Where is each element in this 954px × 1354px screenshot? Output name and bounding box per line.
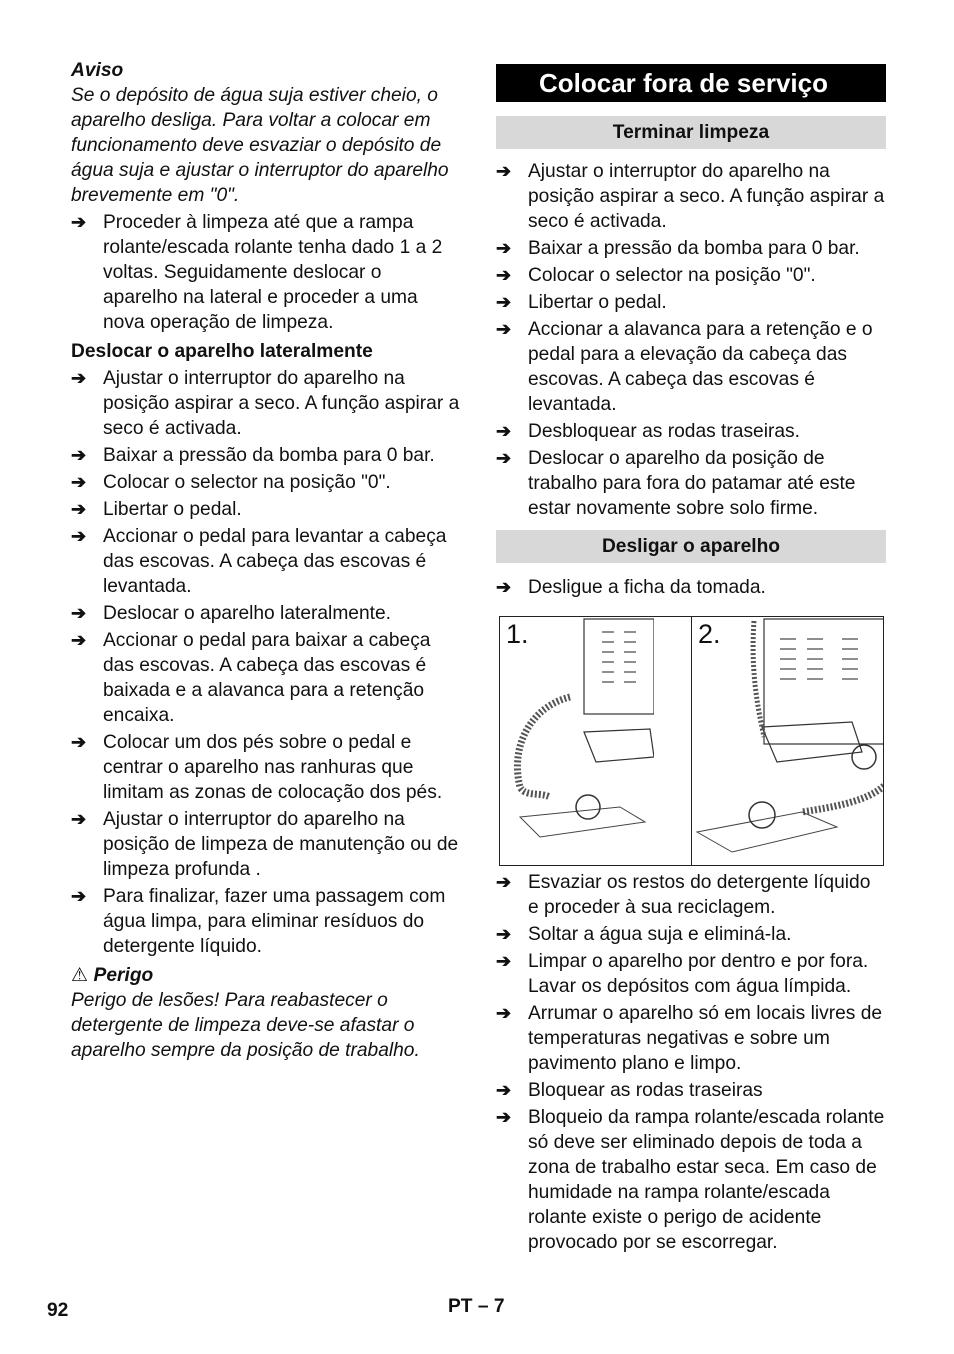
subsection-title-terminar-limpeza: Terminar limpeza xyxy=(496,116,886,149)
list-item xyxy=(71,497,461,522)
list-item-text: Deslocar o aparelho da posição de trabalho para fora do patamar até este estar novamente sobre solo firme. xyxy=(528,448,856,519)
perigo-title: Perigo xyxy=(93,965,154,986)
list-item-text: Deslocar o aparelho lateralmente. xyxy=(103,603,391,624)
list-item-text: Proceder à limpeza até que a rampa rolante/escada rolante tenha dado 1 a 2 voltas. Seguidamente deslocar o aparelho na lateral e proceder a uma nova operação de limpeza. xyxy=(103,212,443,333)
figure-panel-1 xyxy=(500,617,691,865)
figure-label: 2. xyxy=(698,619,721,649)
list-item xyxy=(496,949,886,999)
illustration-figure xyxy=(499,616,884,866)
list-item xyxy=(496,1105,886,1255)
list-item xyxy=(496,1001,886,1076)
list-item xyxy=(496,870,886,920)
list-item-text: Ajustar o interruptor do aparelho na posição de limpeza de manutenção ou de limpeza profunda . xyxy=(103,809,459,880)
arrow-icon: ➔ xyxy=(71,732,87,752)
arrow-icon: ➔ xyxy=(71,368,87,388)
aviso-text: Se o depósito de água suja estiver cheio, o aparelho desliga. Para voltar a colocar em funcionamento deve esvaziar o depósito de água suja e ajustar o interruptor do aparelho brevemente em "0". xyxy=(71,85,449,206)
arrow-icon: ➔ xyxy=(71,886,87,906)
list-item xyxy=(496,446,886,521)
list-item-text: Accionar o pedal para levantar a cabeça das escovas. A cabeça das escovas é levantada. xyxy=(103,526,447,597)
list-item-text: Colocar o selector na posição "0". xyxy=(528,265,816,286)
list-item xyxy=(496,236,886,261)
arrow-icon: ➔ xyxy=(496,1080,512,1100)
list-item xyxy=(71,730,461,805)
list-item-text: Baixar a pressão da bomba para 0 bar. xyxy=(103,445,435,466)
list-item-text: Bloqueio da rampa rolante/escada rolante só deve ser eliminado depois de toda a zona de trabalho estar seca. Em caso de humidade na rampa rolante/escada rolante existe o perigo de acidente provocado por se escorregar. xyxy=(528,1107,885,1253)
list-item-text: Bloquear as rodas traseiras xyxy=(528,1080,763,1101)
arrow-icon: ➔ xyxy=(496,421,512,441)
machine-illustration-2 xyxy=(692,617,883,865)
list-item-text: Colocar um dos pés sobre o pedal e centrar o aparelho nas ranhuras que limitam as zonas de colocação dos pés. xyxy=(103,732,443,803)
list-item-text: Desbloquear as rodas traseiras. xyxy=(528,421,800,442)
machine-illustration-1 xyxy=(500,617,654,865)
arrow-icon: ➔ xyxy=(71,445,87,465)
perigo-heading xyxy=(71,963,461,988)
subheading-move-laterally: Deslocar o aparelho lateralmente xyxy=(71,341,373,362)
right-column xyxy=(496,58,886,1255)
warning-triangle-icon: ⚠ xyxy=(71,965,89,986)
arrow-icon: ➔ xyxy=(496,1107,512,1127)
list-item-text: Colocar o selector na posição "0". xyxy=(103,472,391,493)
arrow-icon: ➔ xyxy=(496,319,512,339)
list-item xyxy=(496,922,886,947)
list-item-text: Accionar o pedal para baixar a cabeça das escovas. A cabeça das escovas é baixada e a alavanca para a retenção encaixa. xyxy=(103,630,431,726)
list-item xyxy=(71,210,461,335)
arrow-icon: ➔ xyxy=(496,238,512,258)
perigo-text: Perigo de lesões! Para reabastecer o detergente de limpeza deve-se afastar o aparelho sempre da posição de trabalho. xyxy=(71,990,420,1061)
arrow-icon: ➔ xyxy=(496,951,512,971)
arrow-icon: ➔ xyxy=(71,499,87,519)
list-item-text: Esvaziar os restos do detergente líquido e proceder à sua reciclagem. xyxy=(528,872,871,918)
list-item-text: Ajustar o interruptor do aparelho na posição aspirar a seco. A função aspirar a seco é activada. xyxy=(103,368,460,439)
list-item xyxy=(496,290,886,315)
list-item xyxy=(71,884,461,959)
list-item-text: Baixar a pressão da bomba para 0 bar. xyxy=(528,238,860,259)
arrow-icon: ➔ xyxy=(496,1003,512,1023)
list-item xyxy=(496,1078,886,1103)
language-code: PT xyxy=(448,1296,473,1317)
list-item-text: Para finalizar, fazer uma passagem com água limpa, para eliminar resíduos do detergente líquido. xyxy=(103,886,446,957)
arrow-icon: ➔ xyxy=(71,472,87,492)
figure-panel-2 xyxy=(691,617,883,865)
arrow-icon: ➔ xyxy=(71,630,87,650)
list-item-text: Libertar o pedal. xyxy=(528,292,667,313)
arrow-icon: ➔ xyxy=(71,526,87,546)
arrow-icon: ➔ xyxy=(496,448,512,468)
list-item xyxy=(496,159,886,234)
list-item-text: Ajustar o interruptor do aparelho na posição aspirar a seco. A função aspirar a seco é activada. xyxy=(528,161,885,232)
figure-label: 1. xyxy=(506,619,529,649)
list-item-text: Desligue a ficha da tomada. xyxy=(528,577,766,598)
list-item-text: Soltar a água suja e eliminá-la. xyxy=(528,924,792,945)
list-item xyxy=(496,263,886,288)
list-item xyxy=(71,470,461,495)
arrow-icon: ➔ xyxy=(496,265,512,285)
section-page: – 7 xyxy=(477,1296,505,1317)
list-item-text: Libertar o pedal. xyxy=(103,499,242,520)
arrow-icon: ➔ xyxy=(496,872,512,892)
list-item-text: Limpar o aparelho por dentro e por fora. Lavar os depósitos com água límpida. xyxy=(528,951,869,997)
list-item xyxy=(71,628,461,728)
list-item xyxy=(496,317,886,417)
arrow-icon: ➔ xyxy=(71,603,87,623)
arrow-icon: ➔ xyxy=(496,292,512,312)
arrow-icon: ➔ xyxy=(71,809,87,829)
arrow-icon: ➔ xyxy=(496,924,512,944)
arrow-icon: ➔ xyxy=(496,577,512,597)
list-item xyxy=(71,524,461,599)
section-title: Colocar fora de serviço xyxy=(496,64,886,102)
list-item xyxy=(71,601,461,626)
list-item xyxy=(71,807,461,882)
subsection-title-desligar: Desligar o aparelho xyxy=(496,530,886,563)
list-item-text: Accionar a alavanca para a retenção e o pedal para a elevação da cabeça das escovas. A cabeça das escovas é levantada. xyxy=(528,319,873,415)
arrow-icon: ➔ xyxy=(496,161,512,181)
footer-language xyxy=(448,1296,505,1318)
list-item-text: Arrumar o aparelho só em locais livres de temperaturas negativas e sobre um pavimento plano e limpo. xyxy=(528,1003,883,1074)
list-item xyxy=(496,419,886,444)
left-column xyxy=(71,58,461,1063)
arrow-icon: ➔ xyxy=(71,212,87,232)
page-number: 92 xyxy=(47,1300,69,1321)
list-item xyxy=(496,575,886,600)
list-item xyxy=(71,366,461,441)
aviso-title: Aviso xyxy=(71,60,124,81)
list-item xyxy=(71,443,461,468)
